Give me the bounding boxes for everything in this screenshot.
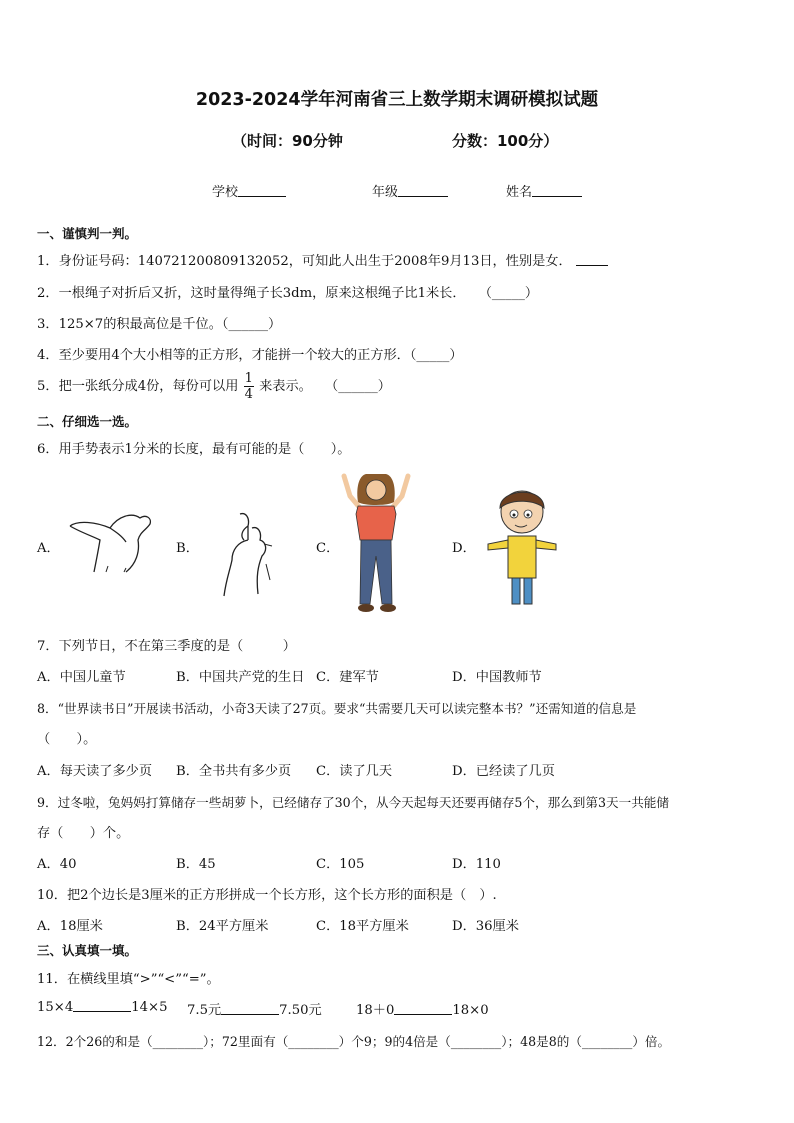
question-6: 6．用手势表示1分米的长度，最有可能的是（ ）。: [37, 442, 351, 457]
q10-option-d[interactable]: D．36厘米: [452, 919, 519, 934]
name-label: 姓名: [506, 185, 533, 200]
q10-option-b[interactable]: B．24平方厘米: [176, 919, 269, 934]
q11-item-1-blank[interactable]: [73, 999, 131, 1012]
school-label: 学校: [212, 185, 239, 200]
question-1-text: 1．身份证号码：140721200809132052，可知此人出生于2008年9月13日，性别是女．: [37, 254, 572, 269]
q9-option-b[interactable]: B．45: [176, 857, 216, 872]
q11-item-3-blank[interactable]: [394, 1002, 452, 1015]
woman-arms-raised-icon: [336, 466, 416, 616]
question-9-line-1: 9．过冬啦，兔妈妈打算储存一些胡萝卜，已经储存了30个，从今天起每天还要再储存5个，那么到第3天一共能储: [37, 795, 669, 810]
question-5-text-b: 来表示。 （______）: [259, 379, 391, 394]
school-blank[interactable]: [238, 184, 286, 197]
q9-option-c[interactable]: C．105: [316, 857, 365, 872]
q11-item-3-right: 18×0: [452, 1003, 489, 1018]
q8-option-d[interactable]: D．已经读了几页: [452, 764, 555, 779]
question-1: [37, 250, 608, 269]
q11-item-1: [37, 999, 167, 1015]
question-12: 12．2个26的和是（________）；72里面有（________）个9；9的4倍是（________）；48是8的（________）倍。: [37, 1034, 671, 1049]
question-9-line-2: 存（ ）个。: [37, 826, 130, 841]
q11-item-2-left: 7.5元: [187, 1003, 222, 1018]
q11-item-2-right: 7.50元: [279, 1003, 322, 1018]
section-2-heading: 二、仔细选一选。: [37, 414, 138, 429]
q9-option-d[interactable]: D．110: [452, 857, 501, 872]
question-1-blank[interactable]: [576, 253, 608, 266]
q6-option-d[interactable]: D．: [452, 541, 476, 556]
question-11: 11．在横线里填“>”“<”“=”。: [37, 972, 220, 987]
fraction-denominator: 4: [244, 387, 253, 402]
section-1-heading: 一、谨慎判一判。: [37, 226, 138, 241]
q10-option-c[interactable]: C．18平方厘米: [316, 919, 409, 934]
q11-item-3: [356, 999, 489, 1018]
question-5: [37, 371, 391, 402]
q11-item-2: [187, 999, 322, 1018]
q9-option-a[interactable]: A．40: [37, 857, 77, 872]
q11-item-2-blank[interactable]: [221, 1002, 279, 1015]
fraction-numerator: 1: [244, 371, 253, 386]
q8-option-c[interactable]: C．读了几天: [316, 764, 393, 779]
section-3-heading: 三、认真填一填。: [37, 943, 138, 958]
question-5-text-a: 5．把一张纸分成4份，每份可以用: [37, 379, 239, 394]
q6-option-b[interactable]: B．: [176, 541, 199, 556]
name-blank[interactable]: [532, 184, 582, 197]
exam-score: 分数：100分）: [452, 132, 559, 150]
q7-option-a[interactable]: A．中国儿童节: [37, 670, 126, 685]
question-7: 7．下列节日，不在第三季度的是（ ）: [37, 639, 296, 654]
q6-option-c[interactable]: C．: [316, 541, 340, 556]
hand-pinch-gesture-icon: [66, 510, 158, 576]
question-10: 10．把2个边长是3厘米的正方形拼成一个长方形，这个长方形的面积是（ ）.: [37, 888, 497, 903]
hand-fingers-gesture-icon: [218, 510, 278, 598]
q7-option-c[interactable]: C．建军节: [316, 670, 379, 685]
q11-item-3-left: 18＋0: [356, 1003, 395, 1018]
question-8-line-2: （ ）。: [37, 732, 97, 747]
q8-option-a[interactable]: A．每天读了多少页: [37, 764, 153, 779]
q11-item-1-left: 15×4: [37, 1000, 74, 1015]
question-4: 4．至少要用4个大小相等的正方形，才能拼一个较大的正方形．（_____）: [37, 348, 463, 363]
boy-arms-outstretched-icon: [484, 482, 560, 606]
school-field: [212, 181, 286, 200]
q6-option-a[interactable]: A．: [37, 541, 60, 556]
q11-item-1-right: 14×5: [131, 1000, 168, 1015]
q7-option-d[interactable]: D．中国教师节: [452, 670, 542, 685]
q10-option-a[interactable]: A．18厘米: [37, 919, 103, 934]
grade-label: 年级: [372, 185, 399, 200]
q7-option-b[interactable]: B．中国共产党的生日: [176, 670, 305, 685]
exam-time: （时间：90分钟: [232, 132, 343, 150]
fraction-one-quarter: [244, 371, 254, 402]
grade-field: [372, 181, 448, 200]
question-8-line-1: 8．“世界读书日”开展读书活动，小奇3天读了27页。要求“共需要几天可以读完整本书？”还需知道的信息是: [37, 701, 637, 716]
q8-option-b[interactable]: B．全书共有多少页: [176, 764, 292, 779]
question-3: 3．125×7的积最高位是千位。（______）: [37, 317, 282, 332]
grade-blank[interactable]: [398, 184, 448, 197]
question-2: 2．一根绳子对折后又折，这时量得绳子长3dm，原来这根绳子比1米长． （_____）: [37, 286, 539, 301]
exam-title: 2023-2024学年河南省三上数学期末调研模拟试题: [195, 90, 599, 110]
name-field: [506, 181, 582, 200]
